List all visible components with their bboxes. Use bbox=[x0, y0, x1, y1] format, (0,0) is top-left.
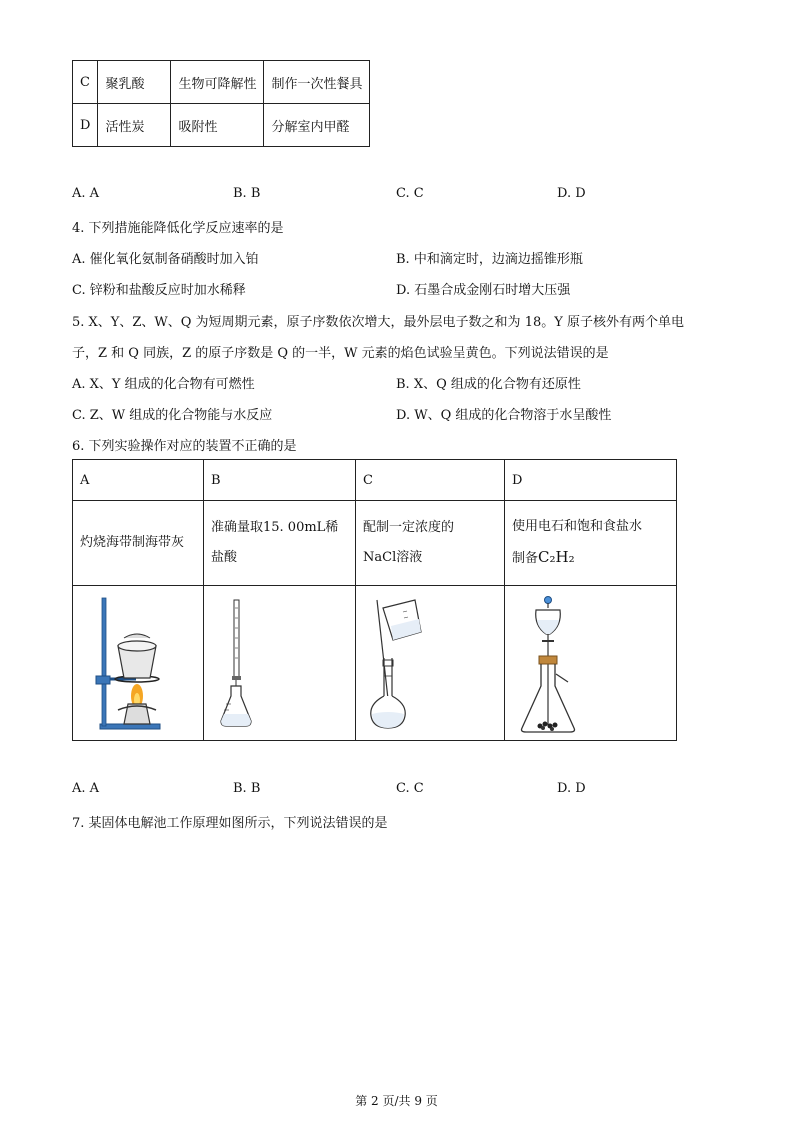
q5-option-a: A. X、Y 组成的化合物有可燃性 bbox=[72, 377, 255, 392]
q4-option-b: B. 中和滴定时，边滴边摇锥形瓶 bbox=[396, 252, 583, 267]
desc-d-text: 制备 bbox=[512, 551, 539, 566]
q4-option-a: A. 催化氧化氨制备硝酸时加入铂 bbox=[72, 252, 259, 267]
table-header-b: B bbox=[204, 460, 356, 501]
q5-stem-line2: 子，Z 和 Q 同族，Z 的原子序数是 Q 的一半，W 元素的焰色试验呈黄色。下列说法错误的是 bbox=[72, 346, 609, 361]
q6-option-c: C. C bbox=[396, 781, 424, 796]
volumetric-flask-transfer bbox=[363, 586, 497, 740]
q3-option-c: C. C bbox=[396, 186, 424, 201]
table-cell: 吸附性 bbox=[171, 104, 264, 147]
q5-option-b: B. X、Q 组成的化合物有还原性 bbox=[396, 377, 581, 392]
page-footer: 第 2 页/共 9 页 bbox=[355, 1094, 438, 1108]
apparatus-a-cell bbox=[73, 586, 204, 741]
table-header-a: A bbox=[73, 460, 204, 501]
desc-b: 准确量取15. 00mL稀盐酸 bbox=[204, 501, 356, 586]
table-cell: 制作一次性餐具 bbox=[264, 61, 370, 104]
apparatus-c-cell bbox=[356, 586, 505, 741]
table-cell: 分解室内甲醛 bbox=[264, 104, 370, 147]
table-row bbox=[73, 586, 677, 741]
q3-option-d: D. D bbox=[557, 186, 586, 201]
q6-option-a: A. A bbox=[72, 781, 100, 796]
q6-option-b: B. B bbox=[233, 781, 261, 796]
burette-and-flask bbox=[211, 586, 348, 740]
q6-stem: 6. 下列实验操作对应的装置不正确的是 bbox=[72, 439, 297, 454]
separatory-funnel-flask bbox=[512, 586, 669, 740]
q7-stem: 7. 某固体电解池工作原理如图所示，下列说法错误的是 bbox=[72, 816, 388, 831]
q5-option-c: C. Z、W 组成的化合物能与水反应 bbox=[72, 408, 273, 423]
table-cell: 聚乳酸 bbox=[98, 61, 171, 104]
q3-option-a: A. A bbox=[72, 186, 100, 201]
q4-option-c: C. 锌粉和盐酸反应时加水稀释 bbox=[72, 283, 246, 298]
table-row bbox=[73, 61, 370, 104]
desc-d-line2 bbox=[512, 542, 669, 574]
table-cell: D bbox=[73, 104, 98, 147]
desc-d-line1: 使用电石和饱和食盐水 bbox=[512, 519, 643, 534]
table-cell: 生物可降解性 bbox=[171, 61, 264, 104]
table-row bbox=[73, 501, 677, 586]
q4-stem: 4. 下列措施能降低化学反应速率的是 bbox=[72, 221, 284, 236]
q5-option-d: D. W、Q 组成的化合物溶于水呈酸性 bbox=[396, 408, 612, 423]
q4-option-d: D. 石墨合成金刚石时增大压强 bbox=[396, 283, 571, 298]
apparatus-b-cell bbox=[204, 586, 356, 741]
apparatus-d-cell bbox=[505, 586, 677, 741]
desc-a: 灼烧海带制海带灰 bbox=[73, 501, 204, 586]
table-row bbox=[73, 460, 677, 501]
desc-c bbox=[356, 501, 505, 586]
table-header-c: C bbox=[356, 460, 505, 501]
q6-table bbox=[72, 459, 677, 741]
q6-option-d: D. D bbox=[557, 781, 586, 796]
desc-d bbox=[505, 501, 677, 586]
table-cell: 活性炭 bbox=[98, 104, 171, 147]
desc-d-formula: C₂H₂ bbox=[538, 548, 575, 566]
q3-option-b: B. B bbox=[233, 186, 261, 201]
table-cell: C bbox=[73, 61, 98, 104]
table-header-d: D bbox=[505, 460, 677, 501]
table-row bbox=[73, 104, 370, 147]
crucible-heating-apparatus bbox=[80, 586, 196, 740]
q5-stem-line1: 5. X、Y、Z、W、Q 为短周期元素，原子序数依次增大，最外层电子数之和为 18。Y 原子核外有两个单电 bbox=[72, 315, 684, 330]
desc-c-line1: 配制一定浓度的 bbox=[363, 520, 455, 535]
desc-c-line2: NaCl溶液 bbox=[363, 550, 423, 565]
q3-table bbox=[72, 60, 370, 147]
